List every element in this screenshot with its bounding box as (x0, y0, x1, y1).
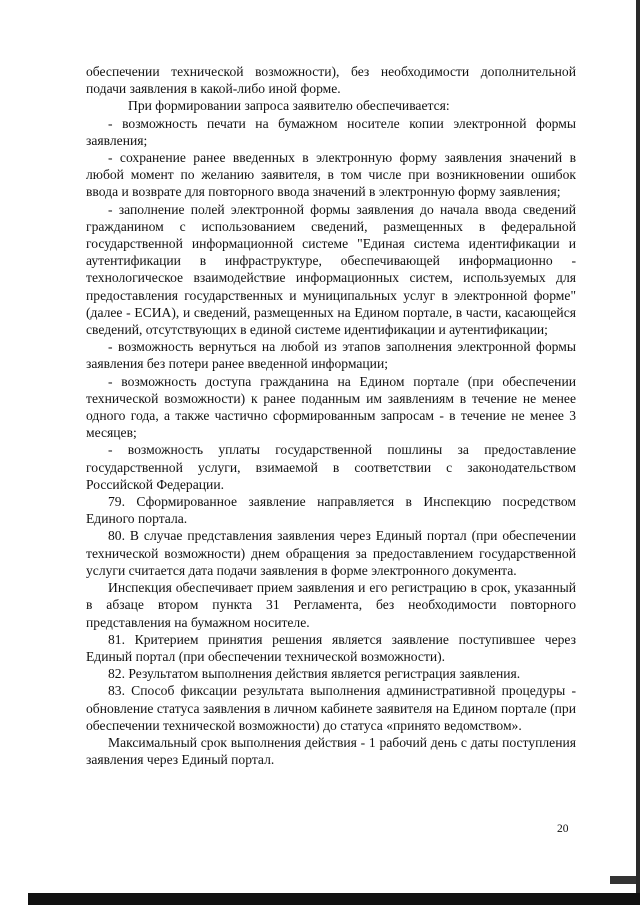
list-item: - возможность печати на бумажном носителе копии электронной формы заявления; (86, 115, 576, 148)
paragraph-83: 83. Способ фиксации результата выполнения административной процедуры - обновление статуса заявления в личном кабинете заявителя на Едином портале (при обеспечении технической возможности) до статуса «принято ведомством». (86, 683, 576, 733)
paragraph-deadline: Максимальный срок выполнения действия - 1 рабочий день с даты поступления заявления через Единый портал. (86, 734, 576, 768)
list-item: - возможность уплаты государственной пошлины за предоставление государственной услуги, взимаемой в соответствии с законодательством Российской Федерации. (86, 442, 576, 492)
paragraph-80-continued: Инспекция обеспечивает прием заявления и его регистрацию в срок, указанный в абзаце втором пункта 31 Регламента, без необходимости повторного представления на бумажном носителе. (86, 580, 576, 630)
paragraph-79: 79. Сформированное заявление направляется в Инспекцию посредством Единого портала. (86, 494, 576, 527)
paragraph-82: 82. Результатом выполнения действия является регистрация заявления. (108, 666, 521, 682)
scan-edge-bottom (28, 893, 640, 905)
paragraph-80: 80. В случае представления заявления через Единый портал (при обеспечении технической возможности) днем обращения за предоставлением государственной услуги считается дата подачи заявления в форме электронного документа. (86, 528, 576, 578)
page-number: 20 (557, 823, 569, 835)
paragraph-intro: При формировании запроса заявителю обеспечивается: (128, 98, 450, 114)
list-item: - заполнение полей электронной формы заявления до начала ввода сведений гражданином с использованием сведений, размещенных в федеральной государственной информационной системе "Единая система идентификации и аутентификации в инфраструктуре, обеспечивающей информационно - технологическое взаимодействие информационных систем, используемых для предоставления государственных и муниципальных услуг в электронной форме" (далее - ЕСИА), и сведений, размещенных на Едином портале, в части, касающейся сведений, отсутствующих в единой системе идентификации и аутентификации; (86, 201, 576, 338)
list-item: - возможность доступа гражданина на Едином портале (при обеспечении технической возможности) к ранее поданным им заявлениям в течение не менее одного года, а также частично сформированным запросам - в течение не менее 3 месяцев; (86, 373, 576, 441)
list-item: - сохранение ранее введенных в электронную форму заявления значений в любой момент по желанию заявителя, в том числе при возникновении ошибок ввода и возврате для повторного ввода значений в электронную форму заявления; (86, 150, 576, 200)
paragraph-81: 81. Критерием принятия решения является заявление поступившее через Единый портал (при обеспечении технической возможности). (86, 631, 576, 664)
paragraph-continuation: обеспечении технической возможности), без необходимости дополнительной подачи заявления в какой-либо иной форме. (86, 64, 576, 97)
document-body (86, 63, 576, 768)
scan-edge-right (636, 0, 640, 905)
scan-artifact (610, 876, 636, 884)
list-item: - возможность вернуться на любой из этапов заполнения электронной формы заявления без потери ранее введенной информации; (86, 339, 576, 372)
